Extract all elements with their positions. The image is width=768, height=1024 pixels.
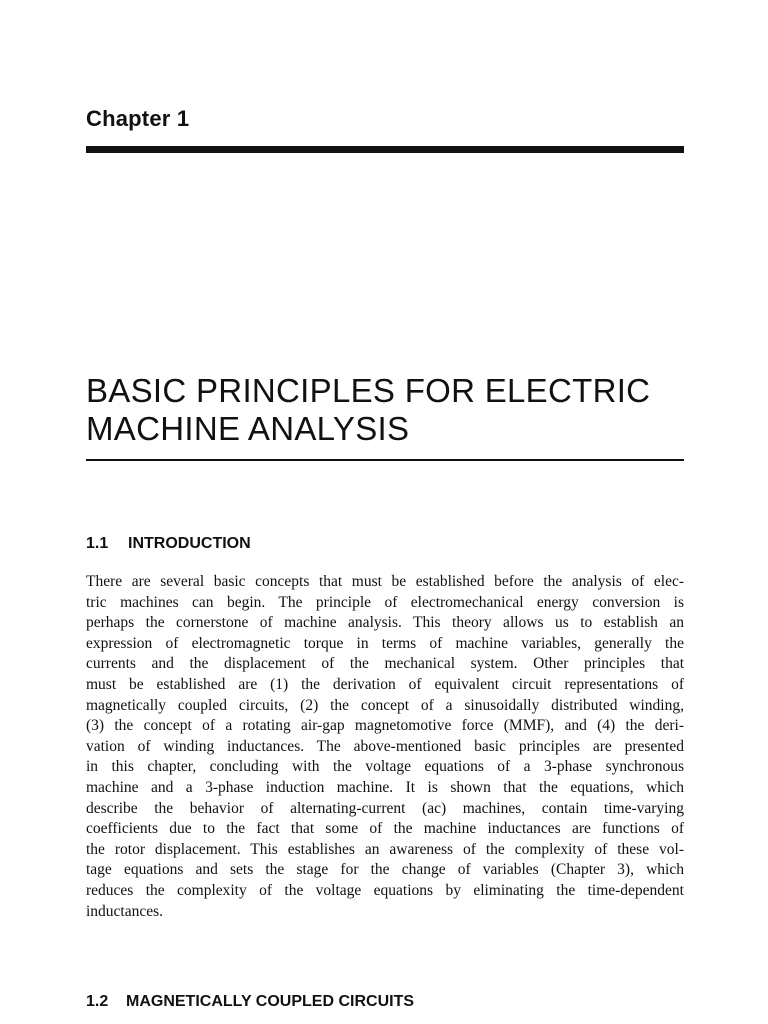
introduction-paragraph (86, 572, 684, 922)
section-number: 1.1 (86, 535, 109, 552)
paragraph-line: coefficients due to the fact that some of the machine inductances are functions of (86, 820, 684, 838)
section-title: MAGNETICALLY COUPLED CIRCUITS (126, 993, 415, 1010)
paragraph-line: inductances. (86, 902, 164, 920)
section-title: INTRODUCTION (128, 535, 251, 552)
chapter-title-line-2: MACHINE ANALYSIS (86, 410, 410, 447)
paragraph-line: the rotor displacement. This establishes an awareness of the complexity of these vol- (86, 840, 684, 858)
paragraph-line: machine and a 3-phase induction machine. It is shown that the equations, which (86, 778, 684, 796)
section-number: 1.2 (86, 993, 109, 1010)
paragraph-line: currents and the displacement of the mechanical system. Other principles that (86, 655, 684, 673)
paragraph-line: expression of electromagnetic torque in terms of machine variables, generally the (86, 634, 684, 652)
paragraph-line: in this chapter, concluding with the voltage equations of a 3-phase synchronous (86, 758, 684, 776)
paragraph-line: There are several basic concepts that must be established before the analysis of elec- (86, 573, 684, 590)
paragraph-line: reduces the complexity of the voltage equations by eliminating the time-dependent (86, 881, 684, 899)
section-heading-introduction (86, 535, 251, 553)
paragraph-line: tage equations and sets the stage for the change of variables (Chapter 3), which (86, 861, 684, 879)
chapter-title (86, 372, 696, 448)
chapter-rule-thin (86, 459, 684, 461)
paragraph-line: vation of winding inductances. The above-mentioned basic principles are presented (86, 737, 684, 755)
paragraph-line: magnetically coupled circuits, (2) the concept of a sinusoidally distributed winding, (86, 696, 684, 714)
paragraph-line: must be established are (1) the derivation of equivalent circuit representations of (86, 675, 684, 693)
paragraph-line: (3) the concept of a rotating air-gap magnetomotive force (MMF), and (4) the deri- (86, 717, 684, 735)
section-heading-magnetically-coupled-circuits (86, 993, 414, 1011)
paragraph-line: perhaps the cornerstone of machine analysis. This theory allows us to establish an (86, 614, 684, 632)
chapter-title-line-1: BASIC PRINCIPLES FOR ELECTRIC (86, 372, 651, 409)
paragraph-line: tric machines can begin. The principle of electromechanical energy conversion is (86, 593, 684, 611)
chapter-label: Chapter 1 (86, 106, 190, 131)
paragraph-line: describe the behavior of alternating-current (ac) machines, contain time-varying (86, 799, 684, 817)
chapter-rule-thick (86, 146, 684, 153)
